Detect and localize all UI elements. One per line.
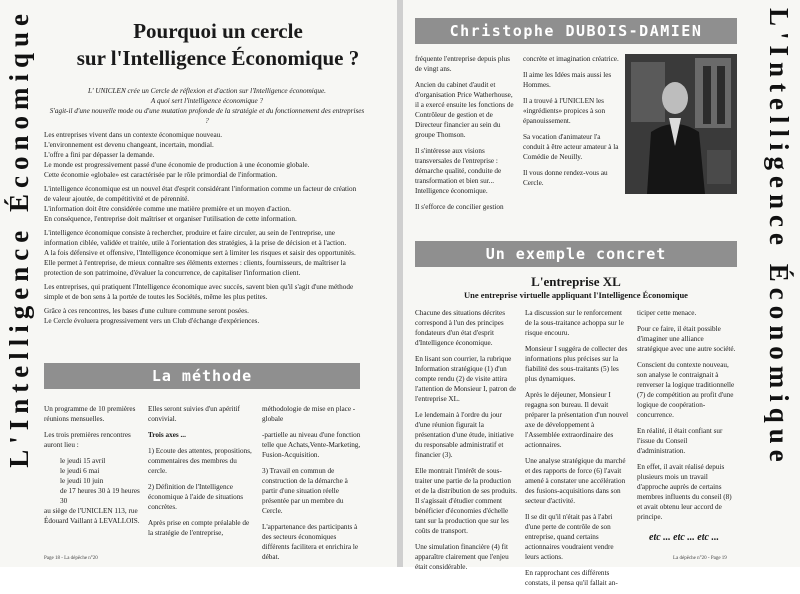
case-title: L'entreprise XL (531, 274, 621, 289)
intro-line: S'agit-il d'une nouvelle mode ou d'une mutation profonde de la stratégie et du fonctionnement des entreprises ? (49, 107, 365, 125)
main-title-line-1: Pourquoi un cercle (133, 19, 303, 43)
text: Le lendemain à l'ordre du jour d'une réunion figurait la présentation d'une étude, initiative du responsable administratif et financier (3). (415, 411, 514, 459)
date-item: de 17 heures 30 à 19 heures 30 (60, 487, 140, 505)
example-column-1 (415, 308, 517, 578)
right-page (403, 0, 800, 587)
text: En effet, il avait réalisé depuis plusieurs mois un travail d'approche auprès de certains membres influents du conseil (8) et avait obtenu leur accord de principe. (637, 463, 732, 521)
text: Elles seront suivies d'un apéritif convivial. (148, 405, 240, 423)
sentence: Les entreprises vivent dans un contexte économique nouveau. (44, 131, 223, 139)
paragraph (44, 184, 360, 224)
intro-block (48, 86, 366, 126)
author-name-banner: Christophe DUBOIS-DAMIEN (415, 18, 737, 44)
sentence: Grâce à ces rencontres, les bases d'une culture commune seront posées. (44, 307, 249, 315)
paragraph (44, 306, 360, 326)
text: Une analyse stratégique du marché et des rapports de force (6) l'avait amené à constater une accélération des fusions-acquisitions dans son secteur d'activité. (525, 457, 626, 505)
sentence: L'information doit être considérée comme une matière première et un moyen d'action. (44, 205, 291, 213)
sentence: Les entreprises, qui pratiquent l'Intelligence économique avec succès, savent bien qu'il s'agit d'une méthode simple et de bon sens à la portée de toutes les Sociétés, même les plus petites. (44, 283, 354, 301)
sentence: L'intelligence économique est un nouvel état d'esprit considérant l'information comme un facteur de création de valeur ajoutée, de compétitivité et de pérennité. (44, 185, 357, 203)
paragraph (44, 228, 360, 278)
text: En lisant son courrier, la rubrique Information stratégique (1) d'un compte rendu (2) de visite attira l'attention de Monsieur I, patron de l'entreprise XL. (415, 355, 517, 403)
page-footer-left: Page 18 - La dépêche n°20 (44, 556, 98, 561)
page-footer-right: La dépêche n°20 - Page 19 (673, 556, 727, 561)
section-heading-methode: La méthode (44, 363, 360, 389)
example-column-3 (637, 308, 737, 528)
text: Pour ce faire, il était possible d'imaginer une alliance stratégique avec une autre société. (637, 325, 736, 353)
text: Il se dit qu'il n'était pas à l'abri d'une perte de contrôle de son entreprise, quand certains actionnaires voudraient vendre leurs actions. (525, 513, 614, 561)
date-item: le jeudi 10 juin (60, 477, 104, 485)
sentence: En conséquence, l'entreprise doit maîtriser et organiser l'utilisation de cette information. (44, 215, 297, 223)
spine-title-right: L'Intelligence Économique (764, 8, 794, 468)
text: En rapprochant ces différents constats, il pensa qu'il fallait an- (525, 569, 618, 587)
methode-column-3 (262, 404, 362, 568)
text: Conscient du contexte nouveau, son analyse le contraignait à renverser la logique traditionnelle (7) de compétition au profit d'une logique de coopération-concurrence. (637, 361, 735, 419)
text: Elle montrait l'intérêt de sous-traiter une partie de la production et de la distribution de ses produits. Il s'agissait d'étudier comment bénéficier d'économies d'échelle tant sur la production que sur les coûts de transport. (415, 467, 518, 535)
text: -partielle au niveau d'une fonction telle que Achats,Vente-Marketing, Fusion-Acquisition. (262, 431, 361, 459)
text: Il vous donne rendez-vous au Cercle. (523, 169, 608, 187)
sentence: Le Cercle évoluera progressivement vers un Club d'échange d'expériences. (44, 317, 260, 325)
text: concrète et imagination créatrice. (523, 55, 619, 63)
dates-list (44, 456, 140, 506)
intro-line: A quoi sert l'intelligence économique ? (150, 97, 264, 105)
text: au siège de l'UNICLEN 113, rue Édouard Vaillant à LEVALLOIS. (44, 507, 140, 525)
bio-column-1 (415, 54, 515, 218)
main-title-line-2: sur l'Intelligence Économique ? (76, 46, 360, 70)
text: Il s'intéresse aux visions transversales de l'entreprise : démarche qualité, conduite de transformation et bien sur... Intelligence économique. (415, 147, 502, 195)
text: Une simulation financière (4) fit apparaître clairement que l'enjeu était considérable. (415, 543, 509, 571)
paragraph (44, 130, 360, 180)
text: 2) Définition de l'Intelligence économique à l'aide de situations concrètes. (148, 483, 244, 511)
text: Après le déjeuner, Monsieur I regagna son bureau. Il devait préparer la présentation d'un nouvel axe de développement à l'Assemblée extraordinaire des actionnaires. (525, 391, 629, 449)
text: La discussion sur le renforcement de la sous-traitance achoppa sur le risque encouru. (525, 309, 624, 337)
main-title (40, 18, 396, 72)
sentence: L'offre a fini par dépasser la demande. (44, 151, 155, 159)
text: Sa vocation d'animateur l'a conduit à être acteur amateur à la Comédie de Neuilly. (523, 133, 619, 161)
text: Il aime les Idées mais aussi les Hommes. (523, 71, 612, 89)
example-column-2 (525, 308, 629, 594)
date-item: le jeudi 15 avril (60, 457, 106, 465)
author-photo (625, 54, 737, 194)
case-subtitle: Une entreprise virtuelle appliquant l'Intelligence Économique (464, 290, 688, 300)
author-photo-illustration (625, 54, 737, 194)
text: méthodologie de mise en place -globale (262, 405, 356, 423)
axes-heading: Trois axes ... (148, 431, 186, 439)
section-heading-exemple: Un exemple concret (415, 241, 737, 267)
text: Il s'efforce de concilier gestion (415, 203, 504, 211)
body-text (44, 130, 360, 330)
bio-column-2 (523, 54, 619, 194)
sentence: Cette économie «globale» est caractérisée par le rôle primordial de l'information. (44, 171, 277, 179)
text: 1) Ecoute des attentes, propositions, commentaires des membres du cercle. (148, 447, 252, 475)
text: Il a trouvé à l'UNICLEN les «ingrédients» propices à son épanouissement. (523, 97, 606, 125)
sentence: L'environnement est devenu changeant, incertain, mondial. (44, 141, 214, 149)
date-item: le jeudi 6 mai (60, 467, 100, 475)
text: Un programme de 10 premières réunions mensuelles. (44, 405, 136, 423)
text: Ancien du cabinet d'audit et d'organisation Price Watherhouse, il a exercé ensuite les fonctions de Contrôleur de gestion et de Directeur financier au sein du groupe Thomson. (415, 81, 514, 139)
sentence: L'intelligence économique consiste à rechercher, produire et faire circuler, au sein de l'entreprise, une information ciblée, validée et traitée, utile à l'orientation des stratégies, à la prise de décision et à l'action. (44, 229, 347, 247)
sentence: Elle permet à l'entreprise, de mieux connaître ses éléments externes : clients, fournisseurs, de maîtriser la protection de son patrimoine, d'évaluer la concurrence, de capitaliser l'information client. (44, 259, 346, 277)
paragraph (44, 282, 360, 302)
methode-column-2 (148, 404, 252, 544)
methode-column-1 (44, 404, 140, 532)
text: Les trois premières rencontres auront lieu : (44, 431, 131, 449)
text: ticiper cette menace. (637, 309, 697, 317)
text: Chacune des situations décrites correspond à l'un des principes fondateurs d'un état d'esprit d'Intelligence économique. (415, 309, 506, 347)
text: En réalité, il était confiant sur l'issue du Conseil d'administration. (637, 427, 723, 455)
text: Après prise en compte préalable de la stratégie de l'entreprise, (148, 519, 250, 537)
spine-title-left: L'Intelligence Économique (4, 8, 34, 468)
text: Monsieur I suggéra de collecter des informations plus précises sur la fiabilité des sous-traitants (5) les plus dynamiques. (525, 345, 628, 383)
left-page (0, 0, 397, 567)
text: 3) Travail en commun de construction de la démarche à partir d'une situation réelle présentée par un membre du Cercle. (262, 467, 348, 515)
intro-line: L' UNICLEN crée un Cercle de réflexion et d'action sur l'Intelligence économique. (88, 87, 326, 95)
text: L'appartenance des participants à des secteurs économiques différents facilitera et enrichira le débat. (262, 523, 359, 561)
etc-ellipsis: etc ... etc ... etc ... (649, 532, 719, 543)
text: fréquente l'entreprise depuis plus de vingt ans. (415, 55, 510, 73)
sentence: A la fois défensive et offensive, l'Intelligence économique sert à limiter les risques et saisir des opportunités. (44, 249, 356, 257)
sentence: Le monde est progressivement passé d'une économie de production à une économie globale. (44, 161, 310, 169)
